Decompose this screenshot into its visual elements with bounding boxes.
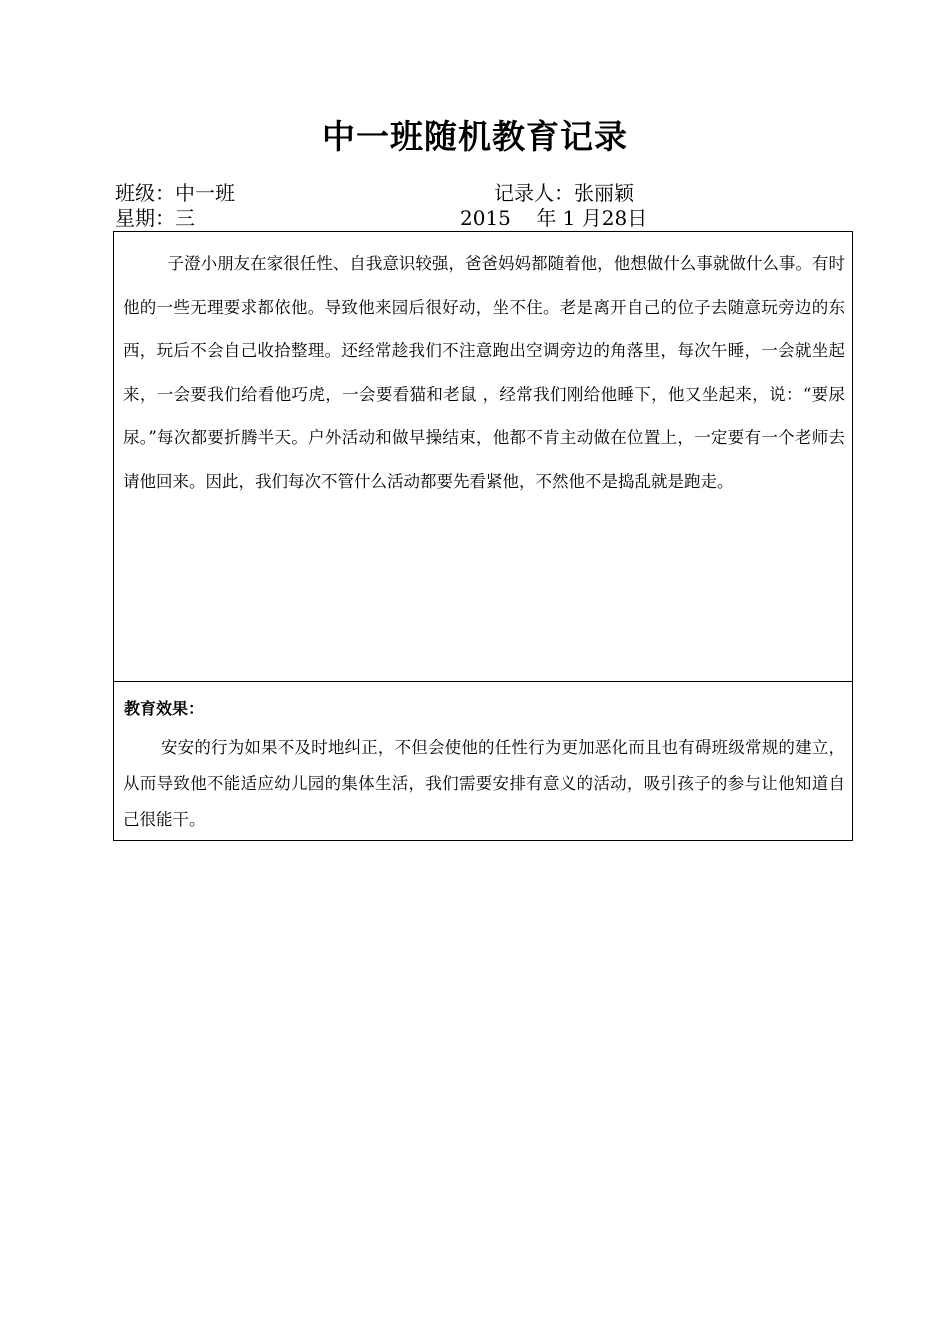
- effect-text: 安安的行为如果不及时地纠正，不但会使他的任性行为更加恶化而且也有碍班级常规的建立，从而导致他不能适应幼儿园的集体生活，我们需要安排有意义的活动，吸引孩子的参与让他知道自己很能干。: [123, 738, 845, 829]
- document-title: 中一班随机教育记录: [322, 117, 628, 156]
- record-table: [113, 231, 853, 841]
- class-field: 班级：中一班: [115, 181, 235, 205]
- recorder-field: 记录人：张丽颖: [494, 181, 634, 205]
- effect-cell: [114, 682, 852, 840]
- narrative-cell: [114, 232, 852, 682]
- narrative-text: 子澄小朋友在家很任性、自我意识较强，爸爸妈妈都随着他，他想做什么事就做什么事。有时他的一些无理要求都依他。导致他来园后很好动，坐不住。老是离开自己的位子去随意玩旁边的东西，玩后不会自己收拾整理。还经常趁我们不注意跑出空调旁边的角落里，每次午睡，一会就坐起来，一会要我们给看他巧虎，一会要看猫和老鼠 ，经常我们刚给他睡下，他又坐起来，说：“要尿尿。”每次都要折腾半天。户外活动和做早操结束，他都不肯主动做在位置上，一定要有一个老师去请他回来。因此，我们每次不管什么活动都要先看紧他，不然他不是捣乱就是跑走。: [123, 254, 845, 491]
- date-field: 2015 年 1 月28日: [460, 206, 648, 230]
- weekday-field: 星期：三: [115, 206, 195, 230]
- effect-heading: 教育效果：: [124, 699, 205, 718]
